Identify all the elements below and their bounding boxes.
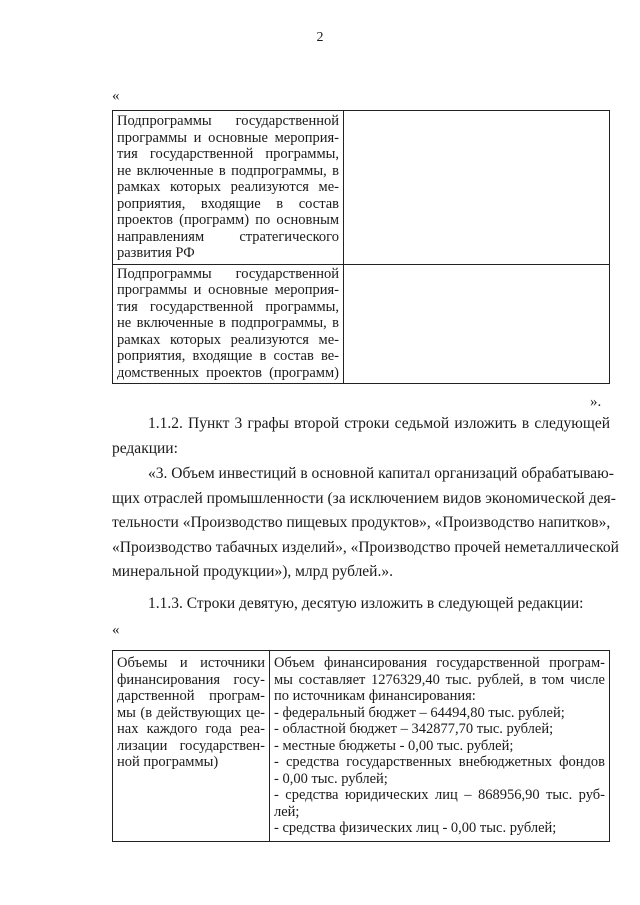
cell-text-line: ной программы)	[117, 754, 219, 770]
paragraph-line: щих отраслей промышленности (за исключением видов экономической дея-	[112, 489, 616, 507]
closing-quote: ».	[590, 394, 602, 410]
paragraph-line: «Производство табачных изделий», «Производство прочей неметаллической	[112, 538, 619, 556]
cell-text-line: - средства физических лиц - 0,00 тыс. рублей;	[274, 820, 557, 836]
cell-text-lines	[117, 266, 339, 382]
table-cell-empty	[344, 264, 610, 384]
cell-text-line: лей;	[274, 803, 300, 820]
table-row	[113, 651, 610, 842]
cell-text-line: тия государственной программы,	[117, 146, 339, 162]
paragraph-line: редакции:	[112, 439, 178, 457]
opening-quote-2: «	[112, 622, 120, 638]
cell-text-line: Объем финансирования государственной програм-	[274, 655, 605, 671]
cell-text-line: Подпрограммы государственной	[117, 265, 339, 282]
cell-text-line: развития РФ	[117, 245, 195, 261]
paragraph-item-3-quote	[112, 462, 619, 585]
cell-text-line: Объемы и источники	[117, 655, 265, 671]
cell-text-line: проектов (программ) по основным	[117, 212, 339, 228]
table-cell-subprograms-departmental	[113, 264, 344, 384]
cell-text-line: - средства юридических лиц – 868956,90 тыс. руб-	[274, 787, 605, 803]
paragraph-line: «3. Объем инвестиций в основной капитал организаций обрабатываю-	[148, 465, 614, 482]
cell-text-lines	[117, 113, 339, 262]
cell-text-line: рамках которых реализуются ме-	[117, 331, 339, 348]
cell-text-lines	[274, 655, 605, 837]
cell-text-line: лизации государствен-	[117, 737, 265, 754]
cell-text-line: домственных проектов (программ)	[117, 364, 339, 381]
table-cell-empty	[344, 111, 610, 265]
cell-text-line: Подпрограммы государственной	[117, 113, 339, 129]
subprograms-table	[112, 110, 610, 384]
opening-quote: «	[112, 88, 120, 104]
paragraph-line: 1.1.2. Пункт 3 графы второй строки седьмой изложить в следующей	[148, 415, 610, 432]
cell-text-line: мы (в действующих це-	[117, 704, 265, 721]
cell-text-line: не включенные в подпрограммы, в	[117, 315, 339, 331]
table-row	[113, 111, 610, 265]
paragraph-line: 1.1.3. Строки девятую, десятую изложить в следующей редакции:	[148, 595, 584, 612]
page-number: 2	[316, 30, 324, 45]
paragraph-1-1-2	[112, 412, 610, 461]
cell-text-line: - средства государственных внебюджетных фондов	[274, 754, 605, 770]
cell-text-line: по источникам финансирования:	[274, 688, 476, 704]
cell-text-line: - местные бюджеты - 0,00 тыс. рублей;	[274, 737, 514, 754]
table-cell-subprograms-strategic	[113, 111, 344, 265]
cell-text-line: нах каждого года реа-	[117, 721, 265, 737]
table-cell-financing-values	[270, 651, 610, 842]
cell-text-line: - федеральный бюджет – 64494,80 тыс. рублей;	[274, 704, 565, 721]
cell-text-line: не включенные в подпрограммы, в	[117, 162, 339, 179]
cell-text-line: дарственной програм-	[117, 688, 265, 704]
table-cell-financing-label	[113, 651, 270, 842]
table-row	[113, 264, 610, 384]
cell-text-line: - областной бюджет – 342877,70 тыс. рублей;	[274, 721, 554, 737]
cell-text-line: рамках которых реализуются ме-	[117, 179, 339, 195]
cell-text-line: мы составляет 1276329,40 тыс. рублей, в том числе	[274, 671, 605, 688]
financing-table	[112, 650, 610, 842]
paragraph-line: тельности «Производство пищевых продуктов», «Производство напитков»,	[112, 514, 611, 532]
cell-text-line: программы и основные мероприя-	[117, 282, 339, 298]
cell-text-line: тия государственной программы,	[117, 298, 339, 315]
paragraph-1-1-3	[112, 592, 610, 617]
cell-text-lines	[117, 655, 265, 771]
cell-text-line: роприятия, входящие в состав	[117, 195, 339, 212]
cell-text-line: роприятия, входящие в состав ве-	[117, 348, 339, 364]
cell-text-line: - 0,00 тыс. рублей;	[274, 770, 388, 787]
cell-text-line: программы и основные мероприя-	[117, 129, 339, 146]
paragraph-line: минеральной продукции»), млрд рублей.».	[112, 563, 393, 581]
cell-text-line: направлениям стратегического	[117, 228, 339, 245]
cell-text-line: финансирования госу-	[117, 671, 265, 688]
